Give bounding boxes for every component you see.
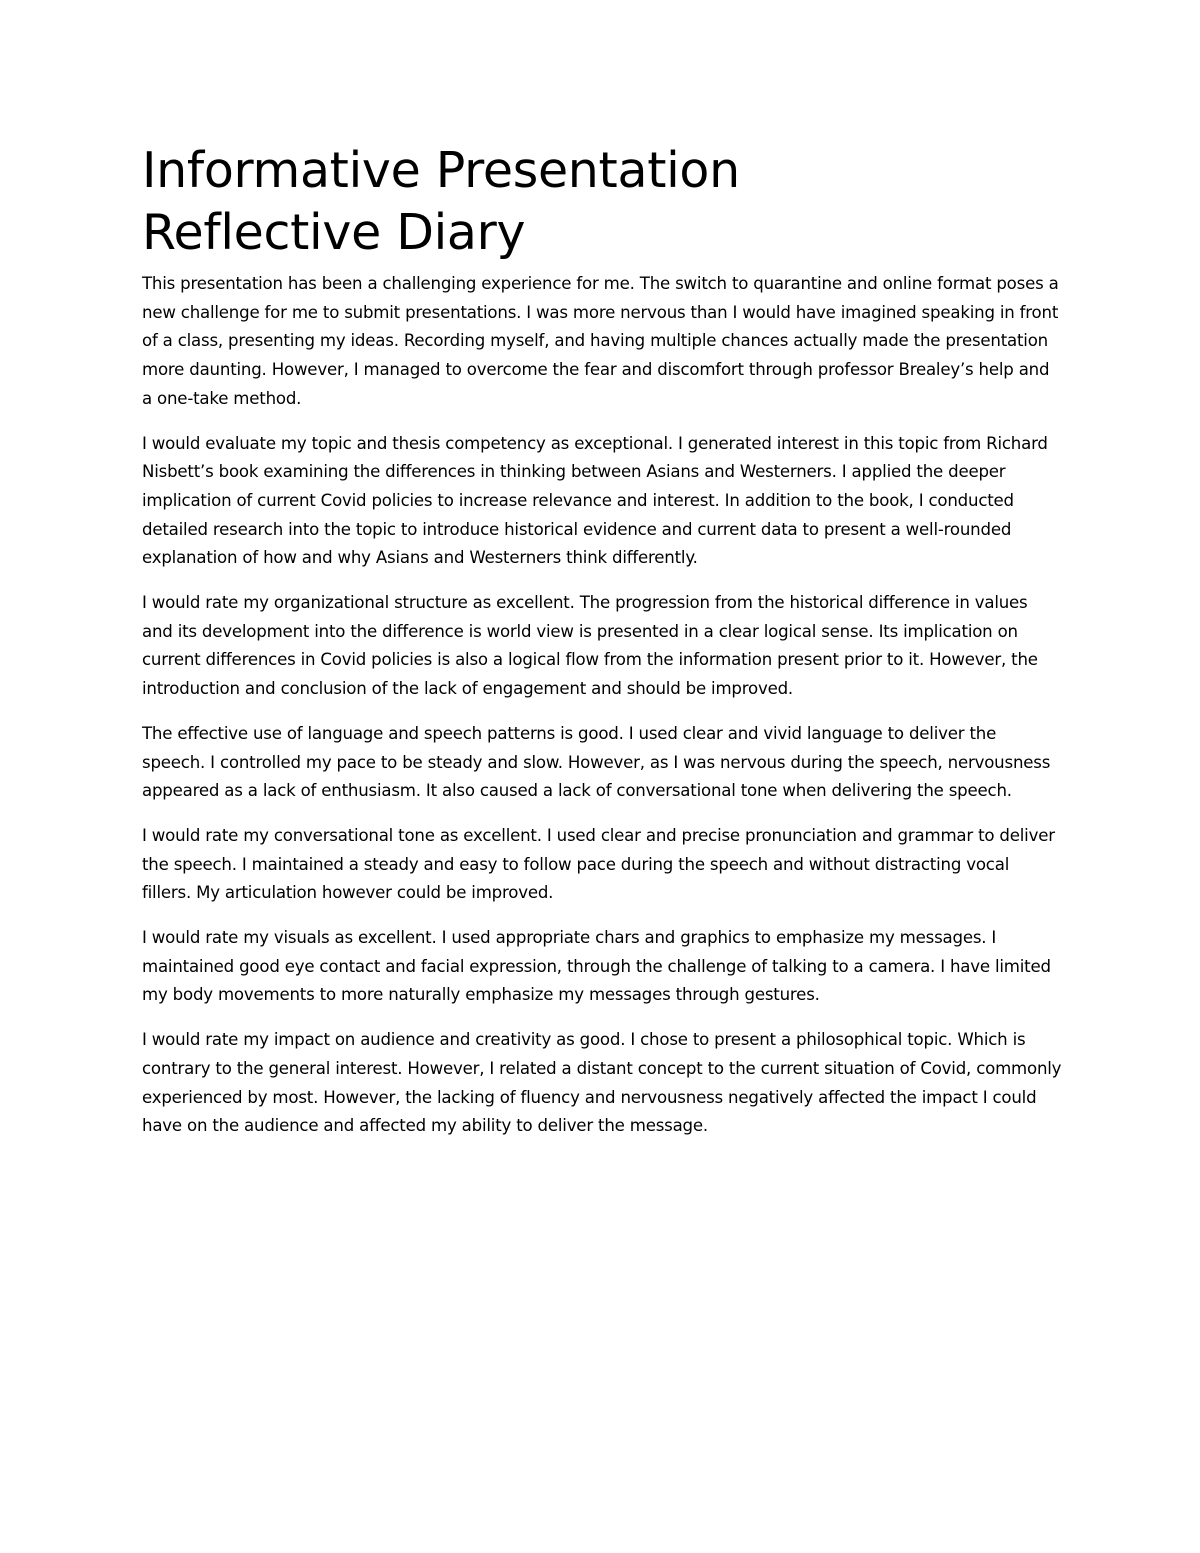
document-title-line-2: Reflective Diary xyxy=(142,204,526,261)
document-body xyxy=(142,140,1062,1157)
paragraph-topic-thesis: I would evaluate my topic and thesis competency as exceptional. I generated interest in this topic from Richard Nisbett’s book examining the differences in thinking between Asians and Westerners. I applied the deeper implication of current Covid policies to increase relevance and interest. In addition to the book, I conducted detailed research into the topic to introduce historical evidence and current data to present a well-rounded explanation of how and why Asians and Westerners think differently. xyxy=(142,433,1048,568)
paragraph-intro: This presentation has been a challenging experience for me. The switch to quarantine and online format poses a new challenge for me to submit presentations. I was more nervous than I would have imagined speaking in front of a class, presenting my ideas. Recording myself, and having multiple chances actually made the presentation more daunting. However, I managed to overcome the fear and discomfort through professor Brealey’s help and a one-take method. xyxy=(142,274,1059,408)
paragraph-impact: I would rate my impact on audience and creativity as good. I chose to present a philosophical topic. Which is contrary to the general interest. However, I related a distant concept to the current situation of Covid, commonly experienced by most. However, the lacking of fluency and nervousness negatively affected the impact I could have on the audience and affected my ability to deliver the message. xyxy=(142,1030,1062,1136)
document-title-line-1: Informative Presentation xyxy=(142,142,740,199)
paragraph-organization: I would rate my organizational structure as excellent. The progression from the historical difference in values and its development into the difference is world view is presented in a clear logical sense. Its implication on current differences in Covid policies is also a logical flow from the information present prior to it. However, the introduction and conclusion of the lack of engagement and should be improved. xyxy=(142,593,1038,699)
paragraph-conversational-tone: I would rate my conversational tone as excellent. I used clear and precise pronunciation and grammar to deliver the speech. I maintained a steady and easy to follow pace during the speech and without distracting vocal fillers. My articulation however could be improved. xyxy=(142,825,1055,903)
paragraph-language: The effective use of language and speech patterns is good. I used clear and vivid language to deliver the speech. I controlled my pace to be steady and slow. However, as I was nervous during the speech, nervousness appeared as a lack of enthusiasm. It also caused a lack of conversational tone when delivering the speech. xyxy=(142,723,1051,801)
paragraph-visuals: I would rate my visuals as excellent. I used appropriate chars and graphics to emphasize my messages. I maintained good eye contact and facial expression, through the challenge of talking to a camera. I have limited my body movements to more naturally emphasize my messages through gestures. xyxy=(142,928,1051,1005)
document-title xyxy=(142,140,1062,264)
